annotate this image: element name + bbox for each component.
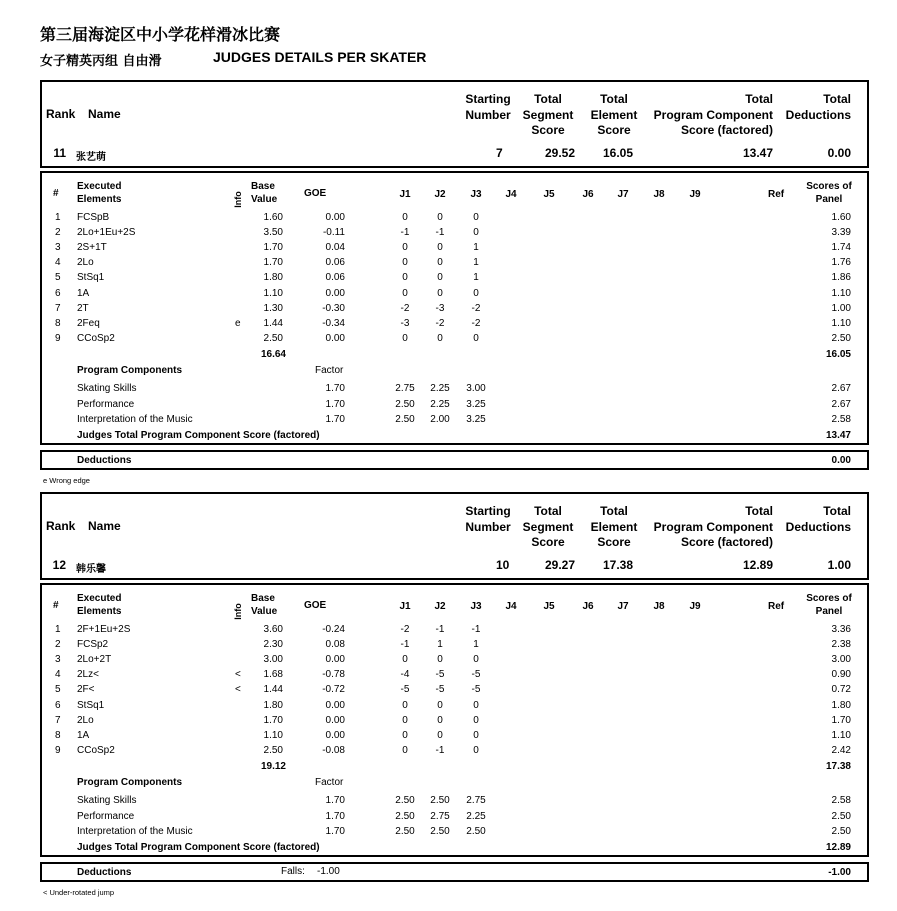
report-title: JUDGES DETAILS PER SKATER xyxy=(213,49,427,65)
element-info: e xyxy=(235,317,241,329)
element-judge-score: 0 xyxy=(437,257,443,269)
segment-score-value: 29.27 xyxy=(544,558,575,572)
ref-header: Ref xyxy=(768,189,785,200)
element-info: < xyxy=(235,669,241,681)
executed-elements-header: Executed Elements xyxy=(77,181,122,205)
name-label: Name xyxy=(88,107,121,121)
judge-header-2: J2 xyxy=(434,189,446,200)
element-panel-score: 3.36 xyxy=(831,624,851,635)
judge-header-8: J8 xyxy=(653,189,665,200)
element-panel-score: 1.60 xyxy=(831,212,851,223)
element-judge-score: 1 xyxy=(473,242,479,254)
element-base-value: 3.00 xyxy=(263,654,283,666)
element-panel-score: 0.72 xyxy=(831,684,851,696)
element-judge-score: 0 xyxy=(437,212,443,223)
component-judge-score: 2.50 xyxy=(395,826,415,837)
element-base-value: 3.50 xyxy=(263,227,283,239)
info-header: Info xyxy=(232,603,243,620)
component-name: Performance xyxy=(77,398,135,410)
panel-element-total: 16.05 xyxy=(825,349,851,360)
element-goe: 0.00 xyxy=(325,699,345,711)
element-judge-score: 0 xyxy=(402,287,408,299)
element-judge-score: -4 xyxy=(400,669,410,681)
element-judge-score: 1 xyxy=(473,639,479,651)
component-judge-score: 2.50 xyxy=(395,398,415,410)
component-judge-score: 2.50 xyxy=(395,795,415,806)
element-goe: -0.24 xyxy=(322,624,345,635)
element-base-value: 1.30 xyxy=(263,302,283,314)
element-goe: 0.04 xyxy=(325,242,345,254)
component-factor: 1.70 xyxy=(325,826,345,837)
element-judge-score: 0 xyxy=(402,332,408,344)
element-judge-score: 0 xyxy=(473,714,479,726)
element-judge-score: 0 xyxy=(402,257,408,269)
component-judge-score: 2.75 xyxy=(466,795,486,806)
element-goe: 0.00 xyxy=(325,654,345,666)
element-judge-score: -5 xyxy=(435,684,445,696)
element-judge-score: 0 xyxy=(402,242,408,254)
element-name: 2F< xyxy=(77,684,95,696)
element-judge-score: -2 xyxy=(400,624,410,635)
component-judge-score: 2.75 xyxy=(395,383,415,394)
component-factor: 1.70 xyxy=(325,414,345,425)
element-number: 1 xyxy=(55,624,61,635)
element-judge-score: 0 xyxy=(473,699,479,711)
element-panel-score: 1.86 xyxy=(831,272,851,284)
element-name: 2T xyxy=(77,302,89,314)
component-judge-score: 2.25 xyxy=(430,398,450,410)
element-judge-score: 0 xyxy=(402,272,408,284)
judges-total-pcs-value: 13.47 xyxy=(825,430,851,441)
segment-score-value: 29.52 xyxy=(544,146,575,160)
element-base-value: 2.50 xyxy=(263,744,283,756)
judge-header-9: J9 xyxy=(689,601,701,612)
element-name: CCoSp2 xyxy=(77,744,115,756)
element-judge-score: 0 xyxy=(402,699,408,711)
base-value-total: 19.12 xyxy=(260,761,286,772)
element-judge-score: 0 xyxy=(473,654,479,666)
element-goe: 0.06 xyxy=(325,272,345,284)
element-goe: -0.72 xyxy=(322,684,345,696)
element-judge-score: 0 xyxy=(437,654,443,666)
component-name: Skating Skills xyxy=(77,795,137,806)
judge-header-7: J7 xyxy=(617,601,629,612)
component-panel-score: 2.58 xyxy=(831,414,851,425)
deductions-label: Deductions xyxy=(77,455,132,466)
rank-label: Rank xyxy=(46,107,76,121)
element-number: 7 xyxy=(55,714,61,726)
element-number: 5 xyxy=(55,684,61,696)
element-goe: 0.00 xyxy=(325,714,345,726)
num-header: # xyxy=(53,600,59,611)
segment-score-label: Total Segment Score xyxy=(522,92,574,137)
component-judge-score: 2.25 xyxy=(430,383,450,394)
pcs-value: 12.89 xyxy=(742,558,773,572)
element-judge-score: -5 xyxy=(471,684,481,696)
component-judge-score: 2.75 xyxy=(430,810,450,822)
element-judge-score: 0 xyxy=(473,332,479,344)
component-panel-score: 2.50 xyxy=(831,810,851,822)
element-base-value: 2.30 xyxy=(263,639,283,651)
element-judge-score: 1 xyxy=(473,272,479,284)
element-judge-score: -5 xyxy=(400,684,410,696)
judge-header-8: J8 xyxy=(653,601,665,612)
element-judge-score: 0 xyxy=(402,729,408,741)
skater-name: 张艺萌 xyxy=(76,152,106,163)
element-judge-score: 0 xyxy=(473,227,479,239)
component-judge-score: 2.50 xyxy=(395,810,415,822)
element-judge-score: 0 xyxy=(473,729,479,741)
element-number: 4 xyxy=(55,669,61,681)
element-panel-score: 1.76 xyxy=(831,257,851,269)
element-panel-score: 3.39 xyxy=(831,227,851,239)
component-judge-score: 2.50 xyxy=(466,826,486,837)
element-judge-score: -5 xyxy=(471,669,481,681)
element-panel-score: 1.00 xyxy=(831,302,851,314)
element-judge-score: 0 xyxy=(473,212,479,223)
element-goe: -0.78 xyxy=(322,669,345,681)
segment-score-label: Total Segment Score xyxy=(522,504,574,549)
category-title: 女子精英丙组 自由滑 xyxy=(40,54,162,69)
element-judge-score: 0 xyxy=(437,242,443,254)
rank-value: 12 xyxy=(52,558,66,572)
deductions-total: -1.00 xyxy=(828,867,851,878)
element-judge-score: 0 xyxy=(437,272,443,284)
deductions-box xyxy=(40,862,869,882)
base-value-header: Base Value xyxy=(251,181,278,205)
pcs-label: Total Program Component Score (factored) xyxy=(653,92,773,137)
judge-header-6: J6 xyxy=(582,601,594,612)
component-judge-score: 2.25 xyxy=(466,810,486,822)
component-judge-score: 3.00 xyxy=(466,383,486,394)
program-components-label: Program Components xyxy=(77,777,183,788)
scores-of-panel-header: Scores of Panel xyxy=(806,593,852,617)
goe-header: GOE xyxy=(304,188,327,199)
component-panel-score: 2.67 xyxy=(831,398,851,410)
element-goe: -0.34 xyxy=(322,317,345,329)
element-goe: 0.08 xyxy=(325,639,345,651)
element-name: CCoSp2 xyxy=(77,332,115,344)
judges-total-pcs-label: Judges Total Program Component Score (factored) xyxy=(77,842,320,853)
judge-header-4: J4 xyxy=(505,601,517,612)
element-name: FCSp2 xyxy=(77,639,109,651)
element-name: 2Lo+1Eu+2S xyxy=(77,227,136,239)
element-goe: -0.11 xyxy=(322,227,345,239)
element-judge-score: 0 xyxy=(402,744,408,756)
component-panel-score: 2.67 xyxy=(831,383,851,394)
scores-of-panel-header: Scores of Panel xyxy=(806,181,852,205)
judges-total-pcs-label: Judges Total Program Component Score (factored) xyxy=(77,430,320,441)
component-factor: 1.70 xyxy=(325,795,345,806)
component-panel-score: 2.50 xyxy=(831,826,851,837)
element-base-value: 1.60 xyxy=(263,212,283,223)
element-number: 9 xyxy=(55,332,61,344)
element-number: 4 xyxy=(55,257,61,269)
element-info: < xyxy=(235,684,241,696)
element-goe: 0.00 xyxy=(325,729,345,741)
element-panel-score: 1.80 xyxy=(831,699,851,711)
element-panel-score: 1.10 xyxy=(831,287,851,299)
factor-label: Factor xyxy=(315,365,344,376)
element-base-value: 1.10 xyxy=(263,729,283,741)
element-goe: -0.30 xyxy=(322,302,345,314)
deductions-value: 0.00 xyxy=(827,146,851,160)
starting-number-value: 7 xyxy=(496,146,503,160)
element-score-label: Total Element Score xyxy=(590,504,638,549)
deductions-label: Total Deductions xyxy=(785,504,851,534)
element-name: 2Feq xyxy=(77,317,100,329)
ref-header: Ref xyxy=(768,601,785,612)
starting-number-value: 10 xyxy=(496,558,510,572)
component-name: Skating Skills xyxy=(77,383,137,394)
element-panel-score: 1.70 xyxy=(831,714,851,726)
element-judge-score: 1 xyxy=(437,639,443,651)
starting-number-label: Starting Number xyxy=(465,504,511,534)
element-base-value: 1.70 xyxy=(263,242,283,254)
name-label: Name xyxy=(88,519,121,533)
judge-header-9: J9 xyxy=(689,189,701,200)
element-judge-score: 0 xyxy=(402,714,408,726)
element-number: 9 xyxy=(55,744,61,756)
executed-elements-header: Executed Elements xyxy=(77,593,122,617)
element-judge-score: 0 xyxy=(473,744,479,756)
element-number: 2 xyxy=(55,227,61,239)
element-number: 5 xyxy=(55,272,61,284)
element-name: StSq1 xyxy=(77,699,105,711)
element-goe: -0.08 xyxy=(322,744,345,756)
element-panel-score: 1.10 xyxy=(831,317,851,329)
judge-header-6: J6 xyxy=(582,189,594,200)
element-name: StSq1 xyxy=(77,272,105,284)
factor-label: Factor xyxy=(315,777,344,788)
rank-label: Rank xyxy=(46,519,76,533)
judge-header-7: J7 xyxy=(617,189,629,200)
element-goe: 0.00 xyxy=(325,212,345,223)
element-number: 3 xyxy=(55,654,61,666)
element-judge-score: -1 xyxy=(400,227,410,239)
element-number: 2 xyxy=(55,639,61,651)
element-base-value: 1.80 xyxy=(263,699,283,711)
element-name: 2Lo+2T xyxy=(77,654,112,666)
element-goe: 0.00 xyxy=(325,287,345,299)
element-judge-score: 0 xyxy=(437,287,443,299)
deductions-label: Deductions xyxy=(77,867,132,878)
element-judge-score: 0 xyxy=(437,714,443,726)
element-number: 1 xyxy=(55,212,61,223)
element-judge-score: 0 xyxy=(473,287,479,299)
element-judge-score: -3 xyxy=(435,302,445,314)
element-number: 8 xyxy=(55,317,61,329)
judge-header-3: J3 xyxy=(470,601,482,612)
element-name: 2Lz< xyxy=(77,669,99,681)
judge-header-3: J3 xyxy=(470,189,482,200)
judge-header-5: J5 xyxy=(543,601,555,612)
element-judge-score: -1 xyxy=(435,624,445,635)
element-judge-score: 0 xyxy=(437,729,443,741)
footnote: < Under-rotated jump xyxy=(43,888,115,897)
element-name: 2Lo xyxy=(77,257,94,269)
judges-total-pcs-value: 12.89 xyxy=(825,842,851,853)
element-number: 6 xyxy=(55,287,61,299)
element-name: 2S+1T xyxy=(77,242,107,254)
element-panel-score: 3.00 xyxy=(831,654,851,666)
element-goe: 0.00 xyxy=(325,332,345,344)
starting-number-label: Starting Number xyxy=(465,92,511,122)
element-judge-score: -3 xyxy=(400,317,410,329)
component-name: Interpretation of the Music xyxy=(77,414,193,425)
deductions-total: 0.00 xyxy=(831,455,851,466)
element-base-value: 1.80 xyxy=(263,272,283,284)
element-judge-score: -2 xyxy=(471,302,481,314)
element-number: 8 xyxy=(55,729,61,741)
element-score-value: 17.38 xyxy=(602,558,633,572)
element-judge-score: -2 xyxy=(435,317,445,329)
goe-header: GOE xyxy=(304,600,327,611)
judge-header-2: J2 xyxy=(434,601,446,612)
element-base-value: 1.44 xyxy=(263,317,283,329)
element-number: 7 xyxy=(55,302,61,314)
element-judge-score: -1 xyxy=(435,227,445,239)
element-judge-score: -5 xyxy=(435,669,445,681)
pcs-value: 13.47 xyxy=(742,146,773,160)
num-header: # xyxy=(53,188,59,199)
element-name: 1A xyxy=(77,729,90,741)
element-base-value: 1.70 xyxy=(263,257,283,269)
deductions-value: 1.00 xyxy=(827,558,851,572)
element-judge-score: -1 xyxy=(400,639,410,651)
judge-header-1: J1 xyxy=(399,189,411,200)
element-panel-score: 0.90 xyxy=(831,669,851,681)
element-panel-score: 2.42 xyxy=(831,744,851,756)
element-panel-score: 2.50 xyxy=(831,332,851,344)
component-name: Performance xyxy=(77,810,135,822)
panel-element-total: 17.38 xyxy=(825,761,851,772)
element-name: FCSpB xyxy=(77,212,110,223)
rank-value: 11 xyxy=(53,146,66,160)
element-base-value: 2.50 xyxy=(263,332,283,344)
element-name: 1A xyxy=(77,287,90,299)
falls-label: Falls: xyxy=(281,866,305,877)
element-panel-score: 1.74 xyxy=(831,242,851,254)
base-value-total: 16.64 xyxy=(260,349,286,360)
element-judge-score: -2 xyxy=(400,302,410,314)
element-number: 6 xyxy=(55,699,61,711)
element-base-value: 1.44 xyxy=(263,684,283,696)
element-judge-score: 0 xyxy=(437,332,443,344)
element-base-value: 1.68 xyxy=(263,669,283,681)
element-panel-score: 2.38 xyxy=(831,639,851,651)
component-factor: 1.70 xyxy=(325,398,345,410)
component-factor: 1.70 xyxy=(325,383,345,394)
component-judge-score: 2.00 xyxy=(430,414,450,425)
component-panel-score: 2.58 xyxy=(831,795,851,806)
falls-value: -1.00 xyxy=(317,866,340,877)
component-judge-score: 3.25 xyxy=(466,398,486,410)
element-base-value: 1.10 xyxy=(263,287,283,299)
judge-header-5: J5 xyxy=(543,189,555,200)
page-title: 第三届海淀区中小学花样滑冰比赛 xyxy=(40,25,281,44)
component-judge-score: 2.50 xyxy=(430,795,450,806)
footnote: e Wrong edge xyxy=(43,476,90,485)
base-value-header: Base Value xyxy=(251,593,278,617)
component-factor: 1.70 xyxy=(325,810,345,822)
component-judge-score: 2.50 xyxy=(430,826,450,837)
program-components-label: Program Components xyxy=(77,365,183,376)
skater-name: 韩乐馨 xyxy=(76,564,106,575)
info-header: Info xyxy=(232,191,243,208)
element-judge-score: -1 xyxy=(471,624,481,635)
element-judge-score: 0 xyxy=(402,654,408,666)
element-judge-score: 1 xyxy=(473,257,479,269)
element-number: 3 xyxy=(55,242,61,254)
deductions-box xyxy=(40,450,869,470)
judge-header-4: J4 xyxy=(505,189,517,200)
element-name: 2Lo xyxy=(77,714,94,726)
pcs-label: Total Program Component Score (factored) xyxy=(653,504,773,549)
component-judge-score: 2.50 xyxy=(395,414,415,425)
element-judge-score: 0 xyxy=(402,212,408,223)
component-name: Interpretation of the Music xyxy=(77,826,193,837)
element-goe: 0.06 xyxy=(325,257,345,269)
component-judge-score: 3.25 xyxy=(466,414,486,425)
element-judge-score: -1 xyxy=(435,744,445,756)
element-base-value: 3.60 xyxy=(263,624,283,635)
element-judge-score: -2 xyxy=(471,317,481,329)
element-judge-score: 0 xyxy=(437,699,443,711)
element-score-label: Total Element Score xyxy=(590,92,638,137)
element-panel-score: 1.10 xyxy=(831,729,851,741)
deductions-label: Total Deductions xyxy=(785,92,851,122)
element-base-value: 1.70 xyxy=(263,714,283,726)
element-score-value: 16.05 xyxy=(602,146,633,160)
element-name: 2F+1Eu+2S xyxy=(77,624,131,635)
judge-header-1: J1 xyxy=(399,601,411,612)
